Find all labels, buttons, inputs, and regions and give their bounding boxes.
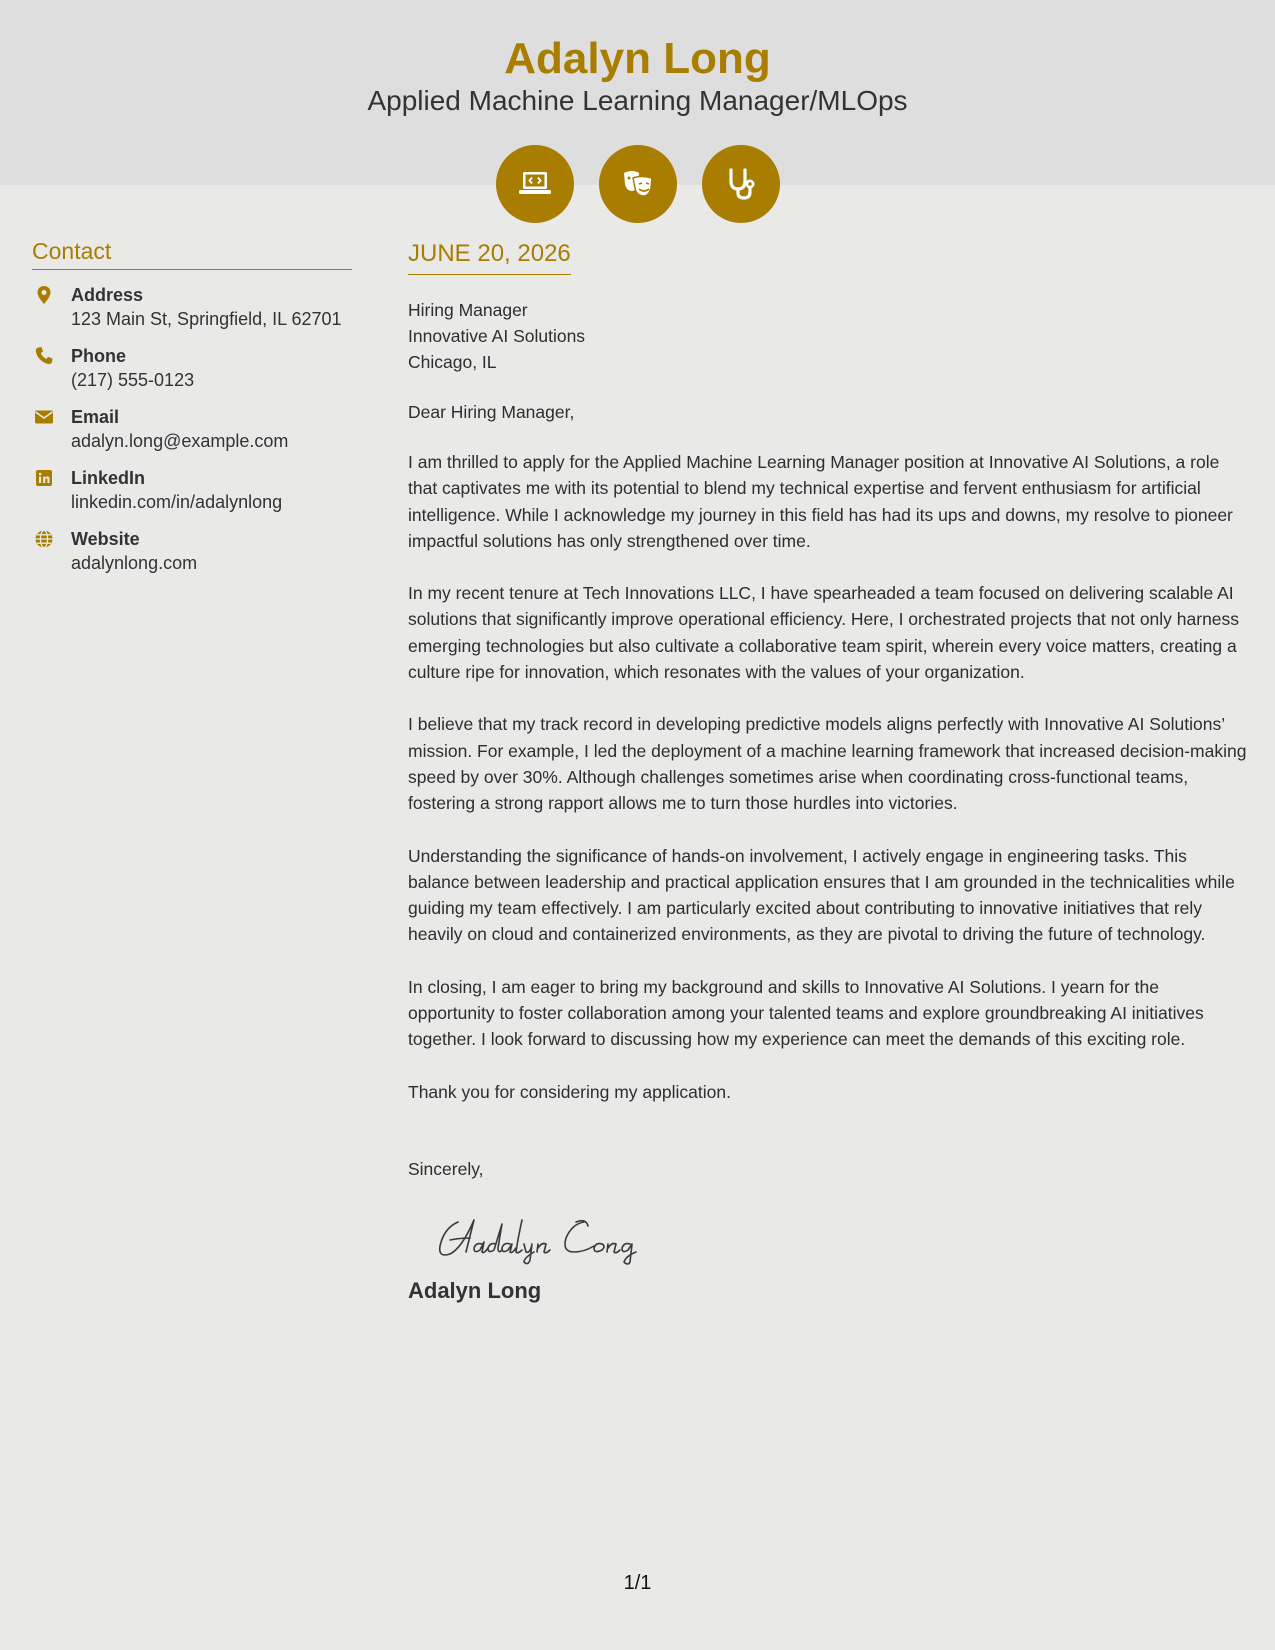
contact-sidebar	[32, 238, 352, 575]
contact-heading: Contact	[32, 238, 352, 270]
globe-icon	[34, 529, 54, 549]
letter-paragraph: In closing, I am eager to bring my background and skills to Innovative AI Solutions. I yearn for the opportunity to foster collaboration among your talented teams and explore groundbreaking AI initiatives together. I look forward to discussing how my experience can meet the demands of this exciting role.	[408, 976, 1204, 1050]
phone-icon	[34, 346, 54, 366]
recipient-line: Innovative AI Solutions	[408, 326, 586, 346]
applicant-name: Adalyn Long	[504, 34, 771, 83]
contact-website	[32, 527, 352, 575]
closing: Sincerely,	[408, 1158, 484, 1179]
contact-email	[32, 405, 352, 453]
website-link[interactable]: adalynlong.com	[71, 553, 198, 573]
recipient-line: Hiring Manager	[408, 300, 528, 320]
signer-name: Adalyn Long	[408, 1277, 542, 1303]
contact-label: Address	[71, 285, 144, 305]
contact-label: Email	[71, 407, 120, 427]
letter-body	[408, 240, 1248, 1304]
job-title: Applied Machine Learning Manager/MLOps	[367, 85, 908, 116]
recipient-block	[408, 297, 1248, 375]
salutation: Dear Hiring Manager,	[408, 402, 575, 422]
stethoscope-icon	[702, 145, 780, 223]
contact-value: 123 Main St, Springfield, IL 62701	[71, 309, 342, 329]
laptop-code-icon	[496, 145, 574, 223]
map-pin-icon	[34, 285, 54, 305]
letter-date: JUNE 20, 2026	[408, 240, 571, 275]
letter-paragraph: In my recent tenure at Tech Innovations LLC, I have spearheaded a team focused on delivering scalable AI solutions that significantly improve operational efficiency. Here, I orchestrated projects that not only harness emerging technologies but also cultivate a collaborative team spirit, wherein every voice matters, creating a culture ripe for innovation, which resonates with the values of your organization.	[408, 583, 1240, 683]
letter-paragraph: I believe that my track record in developing predictive models aligns perfectly with Innovative AI Solutions’ mission. For example, I led the deployment of a machine learning framework that increased decision-making speed by over 30%. Although challenges sometimes arise when coordinating cross-functional teams, fostering a strong rapport allows me to turn those hurdles into victories.	[408, 714, 1247, 814]
contact-phone	[32, 344, 352, 392]
letter-paragraph: Thank you for considering my application.	[408, 1081, 731, 1102]
theater-masks-icon	[599, 145, 677, 223]
email-link[interactable]: adalyn.long@example.com	[71, 431, 289, 451]
handwritten-signature	[436, 1208, 1248, 1268]
contact-label: Phone	[71, 346, 127, 366]
letter-paragraph: Understanding the significance of hands-on involvement, I actively engage in engineering tasks. This balance between leadership and practical application ensures that I am grounded in the technicalities while guiding my team effectively. I am particularly excited about contributing to innovative initiatives that rely heavily on cloud and containerized environments, as they are pivotal to driving the future of technology.	[408, 845, 1235, 945]
interest-icons	[496, 145, 780, 223]
contact-label: LinkedIn	[71, 468, 146, 488]
linkedin-icon	[34, 468, 54, 488]
recipient-line: Chicago, IL	[408, 352, 497, 372]
contact-label: Website	[71, 529, 140, 549]
contact-value: (217) 555-0123	[71, 370, 195, 390]
contact-linkedin	[32, 466, 352, 514]
letter-paragraph: I am thrilled to apply for the Applied Machine Learning Manager position at Innovative AI Solutions, a role that captivates me with its potential to blend my technical expertise and fervent enthusiasm for artificial intelligence. While I acknowledge my journey in this field has had its ups and downs, my resolve to pioneer impactful solutions has only strengthened over time.	[408, 452, 1233, 551]
linkedin-link[interactable]: linkedin.com/in/adalynlong	[71, 492, 283, 512]
envelope-icon	[34, 407, 54, 427]
contact-address	[32, 283, 352, 331]
page-number: 1/1	[623, 1572, 652, 1594]
